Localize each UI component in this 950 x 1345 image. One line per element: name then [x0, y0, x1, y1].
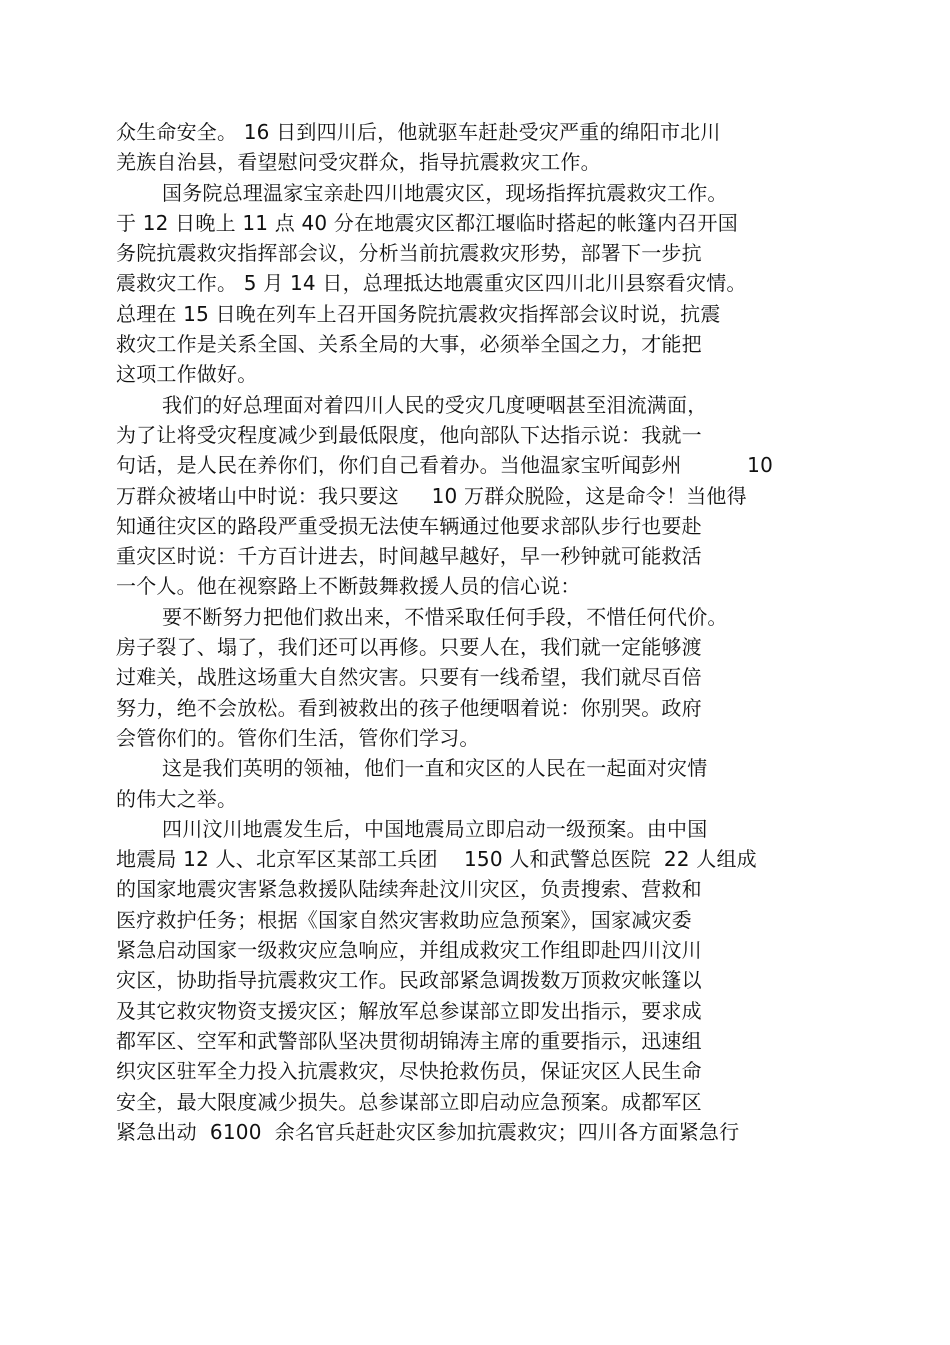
text-line: 震救灾工作。 5 月 14 日，总理抵达地震重灾区四川北川县察看灾情。 [116, 271, 747, 296]
text-line: 都军区、空军和武警部队坚决贯彻胡锦涛主席的重要指示，迅速组 [116, 1028, 702, 1053]
text-line: 织灾区驻军全力投入抗震救灾，尽快抢救伤员，保证灾区人民生命 [116, 1059, 702, 1084]
text-line: 四川汶川地震发生后，中国地震局立即启动一级预案。由中国 [162, 816, 708, 841]
text-line: 这项工作做好。 [116, 362, 258, 387]
text-line: 这是我们英明的领袖，他们一直和灾区的人民在一起面对灾情 [162, 756, 708, 781]
text-line: 医疗救护任务；根据《国家自然灾害救助应急预案》，国家减灾委 [116, 907, 692, 932]
text-line: 过难关，战胜这场重大自然灾害。只要有一线希望，我们就尽百倍 [116, 665, 702, 690]
text-line: 紧急出动 6100 余名官兵赶赴灾区参加抗震救灾；四川各方面紧急行 [116, 1119, 740, 1144]
text-line: 众生命安全。 16 日到四川后，他就驱车赶赴受灾严重的绵阳市北川 [116, 120, 721, 144]
text-line: 努力，绝不会放松。看到被救出的孩子他绠咽着说：你别哭。政府 [116, 695, 702, 720]
text-line: 紧急启动国家一级救灾应急响应，并组成救灾工作组即赴四川汶川 [116, 938, 702, 963]
text-line: 于 12 日晚上 11 点 40 分在地震灾区都江堰临时搭起的帐篷内召开国 [116, 210, 738, 235]
text-line: 国务院总理温家宝亲赴四川地震灾区，现场指挥抗震救灾工作。 [162, 180, 728, 205]
text-line: 救灾工作是关系全国、关系全局的大事，必须举全国之力，才能把 [116, 332, 702, 357]
text-line: 的国家地震灾害紧急救援队陆续奔赴汶川灾区，负责搜索、营救和 [116, 877, 702, 902]
text-line: 重灾区时说：千方百计进去，时间越早越好，早一秒钟就可能救活 [116, 544, 702, 569]
text-line: 知通往灾区的路段严重受损无法使车辆通过他要求部队步行也要赴 [116, 513, 702, 538]
text-line: 总理在 15 日晚在列车上召开国务院抗震救灾指挥部会议时说，抗震 [116, 301, 721, 326]
text-line: 我们的好总理面对着四川人民的受灾几度哽咽甚至泪流满面， [162, 392, 708, 417]
text-line: 为了让将受灾程度减少到最低限度，他向部队下达指示说：我就一 [116, 422, 702, 447]
text-line: 的伟大之举。 [116, 786, 238, 811]
text-line: 万群众被堵山中时说：我只要这 10 万群众脱险，这是命令！当他得 [116, 483, 747, 508]
text-line: 地震局 12 人、北京军区某部工兵团 150 人和武警总医院 22 人组成 [116, 847, 757, 872]
body-text [116, 117, 836, 1147]
text-line: 要不断努力把他们救出来，不惜采取任何手段，不惜任何代价。 [162, 604, 728, 629]
text-line: 灾区，协助指导抗震救灾工作。民政部紧急调拨数万顶救灾帐篷以 [116, 968, 702, 993]
text-line: 及其它救灾物资支援灾区；解放军总参谋部立即发出指示，要求成 [116, 998, 702, 1023]
text-line: 羌族自治县，看望慰问受灾群众，指导抗震救灾工作。 [116, 150, 601, 175]
text-line: 一个人。他在视察路上不断鼓舞救援人员的信心说： [116, 574, 581, 599]
text-line: 务院抗震救灾指挥部会议，分析当前抗震救灾形势，部署下一步抗 [116, 241, 702, 266]
text-line: 会管你们的。管你们生活，管你们学习。 [116, 725, 480, 750]
text-line: 句话，是人民在养你们，你们自己看着办。当他温家宝听闻彭州 10 [116, 453, 774, 478]
text-line: 安全，最大限度减少损失。总参谋部立即启动应急预案。成都军区 [116, 1089, 702, 1114]
text-line: 房子裂了、塌了，我们还可以再修。只要人在，我们就一定能够渡 [116, 635, 702, 660]
